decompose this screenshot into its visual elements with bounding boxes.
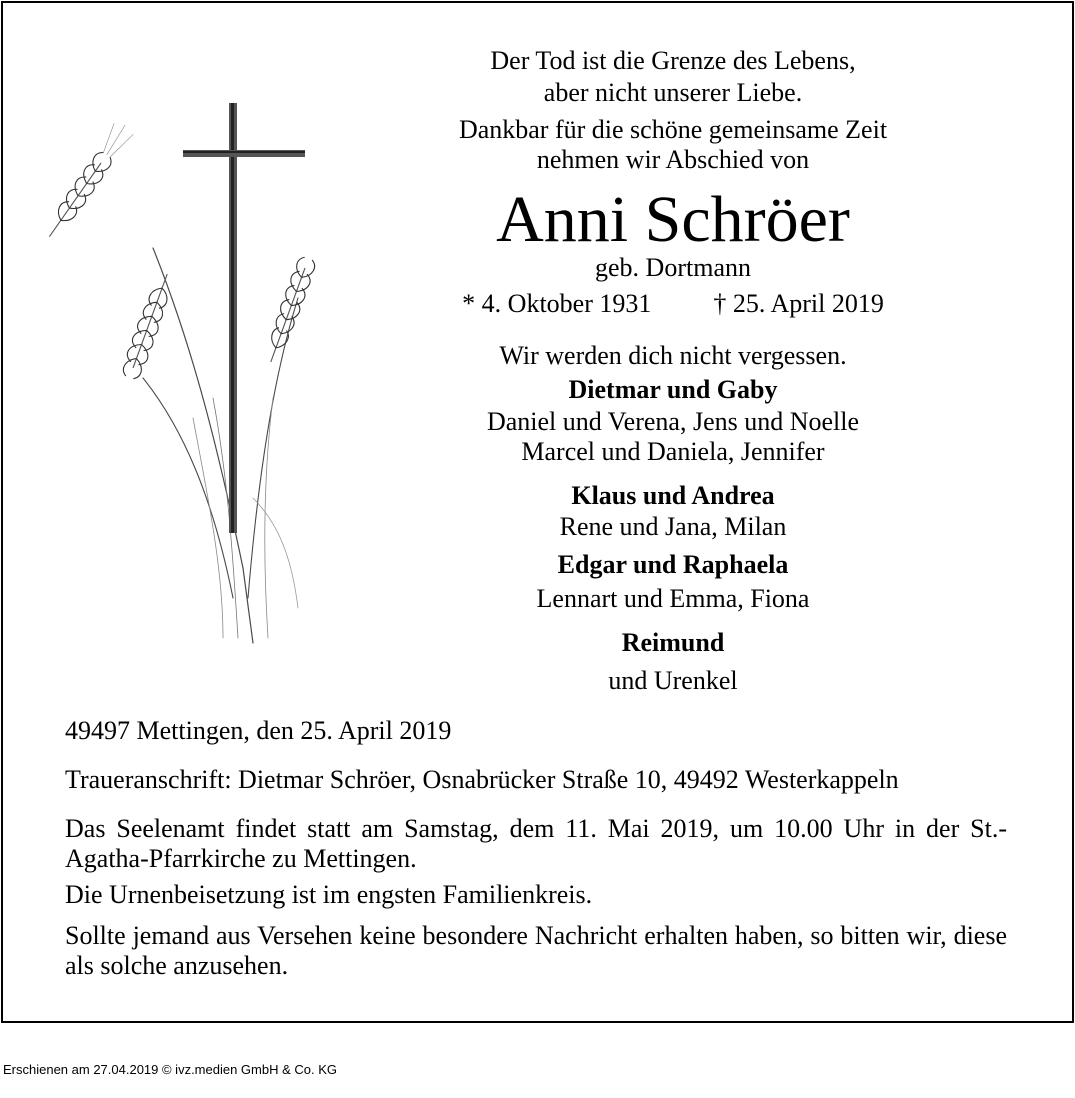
cross-with-wheat-icon (43, 98, 353, 648)
deceased-name: Anni Schröer (496, 183, 850, 256)
family-member: Daniel und Verena, Jens und Noelle (486, 407, 860, 436)
family-head: Reimund (621, 628, 725, 657)
life-dates (443, 289, 903, 319)
mourning-address: Traueranschrift: Dietmar Schröer, Osnabrücker Straße 10, 49492 Westerkappeln (65, 765, 899, 794)
family-head: Klaus und Andrea (571, 481, 775, 510)
thanks-line-2: nehmen wir Abschied von (536, 145, 810, 174)
family-head: Dietmar und Gaby (568, 375, 778, 404)
family-member: Marcel und Daniela, Jennifer (521, 437, 825, 466)
publication-footer: Erschienen am 27.04.2019 © ivz.medien GmbH & Co. KG (3, 1062, 338, 1077)
birth-date: * 4. Oktober 1931 (462, 289, 652, 318)
family-member: Rene und Jana, Milan (559, 512, 787, 541)
remembrance: Wir werden dich nicht vergessen. (499, 341, 847, 370)
maiden-name: geb. Dortmann (595, 253, 751, 282)
obituary-frame (1, 1, 1074, 1023)
announcement-block (443, 3, 903, 703)
family-member: und Urenkel (608, 666, 738, 695)
thanks-line-1: Dankbar für die schöne gemeinsame Zeit (458, 115, 888, 144)
death-date: † 25. April 2019 (713, 289, 884, 318)
notice-note: Sollte jemand aus Versehen keine besondere Nachricht erhalten haben, so bitten wir, diese als solche anzusehen. (65, 921, 1007, 980)
service-info: Das Seelenamt findet statt am Samstag, dem 11. Mai 2019, um 10.00 Uhr in der St.-Agatha-Pfarrkirche zu Mettingen. (65, 814, 1007, 873)
motto-line-1: Der Tod ist die Grenze des Lebens, (490, 46, 856, 75)
burial-info: Die Urnenbeisetzung ist im engsten Familienkreis. (65, 880, 593, 909)
family-member: Lennart und Emma, Fiona (536, 584, 810, 613)
motto-line-2: aber nicht unserer Liebe. (543, 78, 803, 107)
family-head: Edgar und Raphaela (557, 550, 789, 579)
place-date: 49497 Mettingen, den 25. April 2019 (65, 716, 452, 745)
